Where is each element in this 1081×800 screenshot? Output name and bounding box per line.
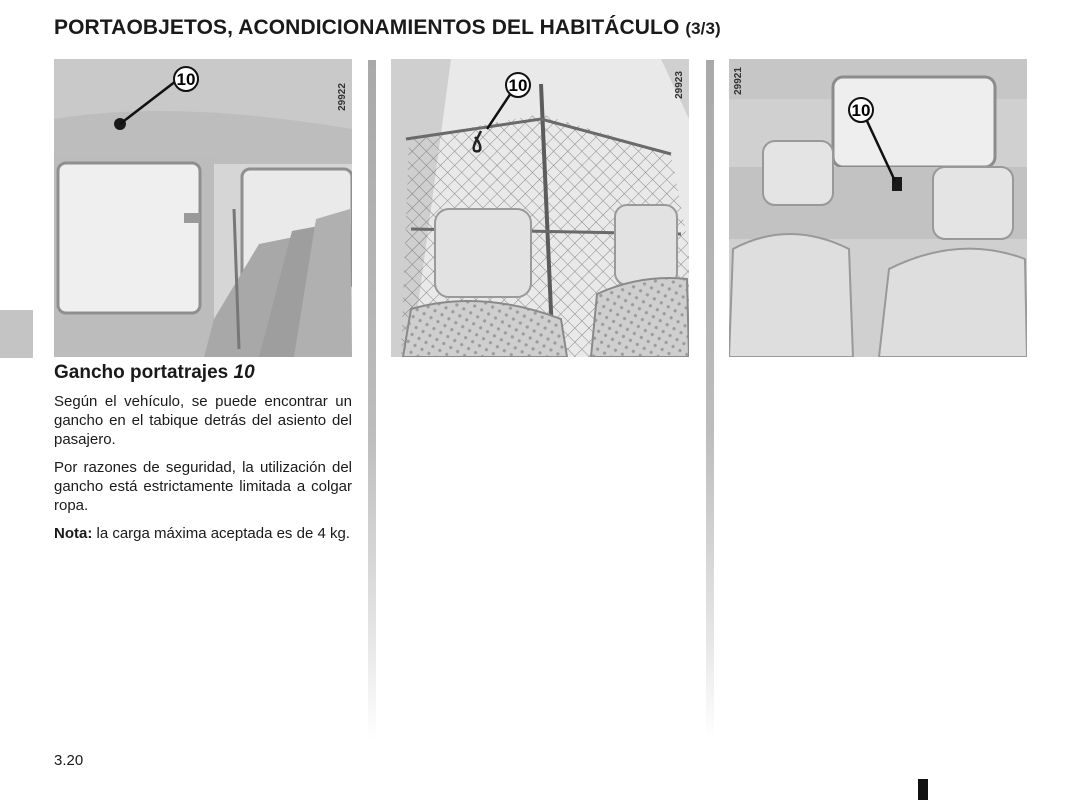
page-title-part: (3/3) bbox=[685, 19, 721, 38]
paragraph-location: Según el vehículo, se puede encontrar un gancho en el tabique detrás del asiento del pasajero. bbox=[54, 393, 352, 448]
page-corner-mark bbox=[918, 779, 928, 800]
column-divider bbox=[706, 60, 714, 740]
figure-3-illustration bbox=[729, 59, 1027, 357]
figure-2-ref: 29923 bbox=[674, 71, 685, 99]
section-heading-number: 10 bbox=[233, 362, 255, 383]
figure-1-illustration bbox=[54, 59, 352, 357]
figure-3-ref: 29921 bbox=[733, 67, 744, 95]
section-heading-text: Gancho portatrajes bbox=[54, 362, 229, 383]
page-title bbox=[54, 16, 721, 40]
figure-1-ref: 29922 bbox=[337, 83, 348, 111]
figure-2-callout: 10 bbox=[508, 76, 528, 95]
figure-1-callout: 10 bbox=[176, 70, 196, 89]
note-label: Nota: bbox=[54, 525, 93, 542]
figure-2-illustration bbox=[391, 59, 689, 357]
column-divider bbox=[368, 60, 376, 740]
chapter-tab bbox=[0, 310, 33, 358]
paragraph-safety: Por razones de seguridad, la utilización del gancho está estrictamente limitada a colgar ropa. bbox=[54, 459, 352, 514]
section-heading bbox=[54, 362, 255, 384]
note-text: la carga máxima aceptada es de 4 kg. bbox=[92, 525, 350, 542]
figure-3-callout: 10 bbox=[851, 101, 871, 120]
paragraph-note bbox=[54, 524, 352, 543]
page-title-text: PORTAOBJETOS, ACONDICIONAMIENTOS DEL HABITÁCULO bbox=[54, 16, 680, 39]
page-number: 3.20 bbox=[54, 752, 84, 769]
